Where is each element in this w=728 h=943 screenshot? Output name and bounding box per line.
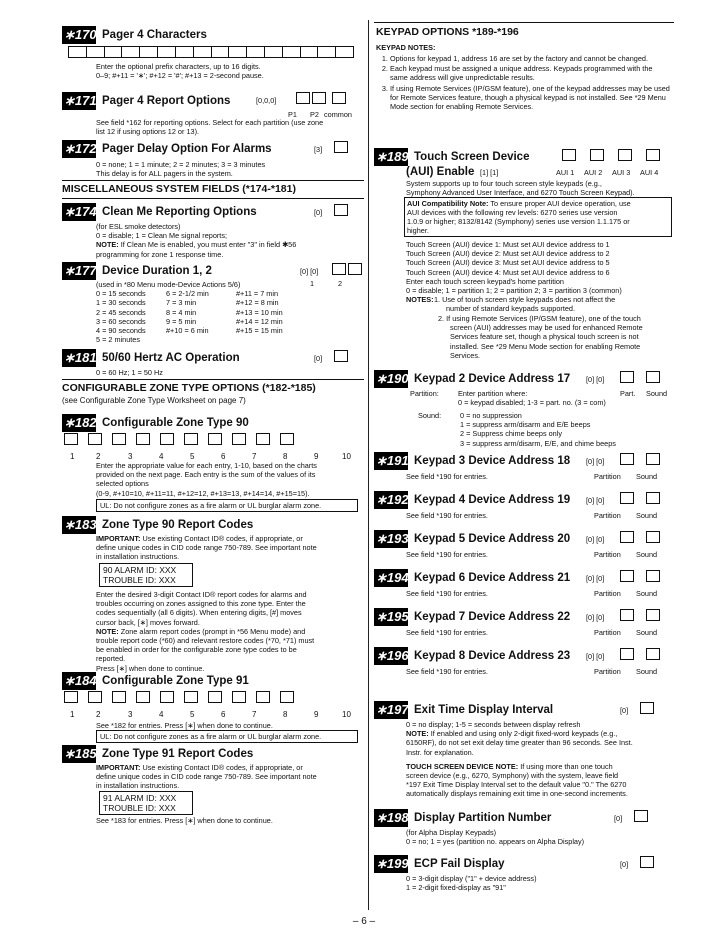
field-184-boxes[interactable] — [62, 691, 294, 703]
sound-caption: Sound — [636, 550, 658, 559]
entry-box[interactable] — [562, 149, 576, 161]
field-177-body: (used in *80 Menu mode-Device Actions 5/6) 0 = 15 seconds 6 = 2-1/2 min #+11 = 7 min 1 = 30 seconds 7 = 3 min #+12 = 8 min 2 = 45 seconds 8 = 4 min #+13 = 10 min 3 = 60 seconds 9 = 5 min #+14 = 12 min 4 = 90 seconds #+10 = 6 min #+15 = 15 min 5 = 2 minutes — [96, 280, 364, 344]
entry-box[interactable] — [620, 453, 634, 465]
field-tag-191: ∗191 — [376, 453, 409, 468]
field-198-default: [0] — [614, 814, 623, 823]
field-190-boxes[interactable] — [618, 371, 660, 383]
field-title-181: 50/60 Hertz AC Operation — [102, 352, 240, 364]
entry-box[interactable] — [620, 609, 634, 621]
entry-number: 10 — [342, 710, 351, 719]
field-182-body: Enter the appropriate value for each entry, 1-10, based on the charts provided on the next page. Each entry is the sum of the values of its selected options (0-9, #+10=10, #+11=11, #+12=12, #+13=13, #+14=14, #+15=15). — [96, 461, 317, 498]
field-194-boxes[interactable] — [618, 570, 660, 582]
field-title-184: Configurable Zone Type 91 — [102, 675, 249, 687]
entry-box[interactable] — [640, 856, 654, 868]
entry-box[interactable] — [620, 371, 634, 383]
entry-box[interactable] — [64, 433, 78, 445]
field-194-default: [0] [0] — [586, 574, 605, 583]
entry-number: 4 — [159, 452, 164, 461]
entry-box[interactable] — [280, 691, 294, 703]
entry-box[interactable] — [184, 433, 198, 445]
entry-number: 4 — [159, 710, 164, 719]
duration-table: 0 = 15 seconds 6 = 2-1/2 min #+11 = 7 min 1 = 30 seconds 7 = 3 min #+12 = 8 min 2 = 45 seconds 8 = 4 min #+13 = 10 min 3 = 60 seconds 9 = 5 min #+14 = 12 min 4 = 90 seconds #+10 = 6 min #+15 = 15 min 5 = 2 minutes — [96, 289, 283, 345]
entry-box[interactable] — [112, 433, 126, 445]
entry-box[interactable] — [348, 263, 362, 275]
field-tag-184: ∗184 — [64, 673, 97, 688]
entry-box[interactable] — [332, 92, 346, 104]
left-column — [62, 22, 364, 912]
field-tag-189: ∗189 — [376, 149, 409, 164]
field-172-default: [3] — [314, 145, 323, 154]
entry-number: 2 — [96, 452, 101, 461]
sound-column-label: Sound — [646, 389, 668, 398]
entry-number: 6 — [221, 452, 226, 461]
entry-number: 10 — [342, 452, 351, 461]
prefix-entry-strip[interactable] — [68, 46, 354, 58]
entry-number: 5 — [190, 710, 195, 719]
sound-label: Sound: — [418, 411, 442, 420]
entry-box[interactable] — [334, 350, 348, 362]
field-title-192: Keypad 4 Device Address 19 — [414, 494, 571, 506]
column-divider — [368, 20, 369, 910]
field-title-172: Pager Delay Option For Alarms — [102, 143, 272, 155]
sound-options: 0 = no suppression 1 = suppress arm/disarm and E/E beeps 2 = Suppress chime beeps only 3 = suppress arm/disarm, E/E, and chime beeps — [460, 411, 616, 448]
czt-section-header: CONFIGURABLE ZONE TYPE OPTIONS (*182-*185) — [62, 382, 316, 394]
partition-label: Partition: — [410, 389, 439, 398]
field-185-important: IMPORTANT: Use existing Contact ID® codes, if appropriate, or define unique codes in CID code range 750-789. See important note in installation instructions. — [96, 763, 317, 791]
field-title-193: Keypad 5 Device Address 20 — [414, 533, 571, 545]
field-tag-199: ∗199 — [376, 856, 409, 871]
field-tag-196: ∗196 — [376, 648, 409, 663]
entry-box[interactable] — [208, 433, 222, 445]
entry-box[interactable] — [332, 263, 346, 275]
entry-number: 2 — [96, 710, 101, 719]
field-title-171: Pager 4 Report Options — [102, 95, 231, 107]
entry-box[interactable] — [64, 691, 78, 703]
entry-number: 6 — [221, 710, 226, 719]
field-title-190: Keypad 2 Device Address 17 — [414, 373, 571, 385]
sound-caption: Sound — [636, 472, 658, 481]
field-196-default: [0] [0] — [586, 652, 605, 661]
field-tag-172: ∗172 — [64, 141, 97, 156]
see-field-190: See field *190 for entries. — [406, 589, 488, 598]
device-1-label: 1 — [310, 279, 315, 288]
ul-note-184: UL: Do not configure zones as a fire alarm or UL burglar alarm zone. — [96, 730, 358, 743]
field-189-note2: 2. If using Remote Services (IP/GSM feature), one of the touch screen (AUI) addresses may be used for enhanced Remote Services feature set, though a physical touch screen is not installed. See *29 Menu Mode section for enabling Remote Services. — [438, 314, 643, 360]
entry-box[interactable] — [88, 433, 102, 445]
sound-caption: Sound — [636, 667, 658, 676]
field-197-body: 0 = no display; 1-5 = seconds between display refresh NOTE: If enabled and using only 2-digit fixed-word keypads (e.g., 6150RF), do not set exit delay time greater than 96 seconds. See Inst. Instr. for explanation. TOUCH SCREEN DEVICE NOTE: If using more than one touch screen device (e.g., 6270, Symphony) with the system, leave field *197 Exit Time Display Interval set to the default value "0." The 6270 automatically displays remaining exit time in one-second increments. — [406, 720, 633, 799]
field-title-194: Keypad 6 Device Address 21 — [414, 572, 571, 584]
field-title-185: Zone Type 91 Report Codes — [102, 748, 254, 760]
field-title-199: ECP Fail Display — [414, 858, 505, 870]
aui-label-1: AUI 1 — [556, 168, 575, 177]
field-189-body: System supports up to four touch screen style keypads (e.g., Symphony Advanced User Interface, and 6270 Touch Screen Keypad). — [406, 179, 635, 198]
entry-box[interactable] — [640, 702, 654, 714]
aui-compat-note: AUI Compatibility Note: To ensure proper AUI device operation, use AUI devices with the following rev levels: 6270 series use version 1.0.9 or higher; 8132/8142 (Symphony) series use version 1.1.175 or higher. — [404, 197, 672, 237]
field-189-default: [1] [1] — [480, 168, 499, 177]
field-192-boxes[interactable] — [618, 492, 660, 504]
part-column-label: Part. — [620, 389, 636, 398]
field-title-196: Keypad 8 Device Address 23 — [414, 650, 571, 662]
entry-box[interactable] — [256, 691, 270, 703]
field-171-body: See field *162 for reporting options. Select for each partition (use zone list 12 if using options 12 or 13). — [96, 118, 324, 137]
czt-subheader: (see Configurable Zone Type Worksheet on page 7) — [62, 396, 246, 405]
field-197-boxes[interactable] — [638, 702, 654, 714]
field-198-body: (for Alpha Display Keypads) 0 = no; 1 = yes (partition no. appears on Alpha Display) — [406, 828, 585, 847]
see-field-190: See field *190 for entries. — [406, 511, 488, 520]
field-193-boxes[interactable] — [618, 531, 660, 543]
field-tag-197: ∗197 — [376, 702, 409, 717]
field-title-189: Touch Screen Device — [414, 151, 530, 163]
entry-box[interactable] — [136, 433, 150, 445]
label-p2: P2 — [310, 110, 319, 119]
field-190-default: [0] [0] — [586, 375, 605, 384]
divider — [374, 22, 674, 23]
sound-caption: Sound — [636, 628, 658, 637]
partition-caption: Partition — [594, 589, 621, 598]
entry-number: 1 — [70, 452, 75, 461]
entry-box[interactable] — [646, 570, 660, 582]
field-title-182: Configurable Zone Type 90 — [102, 417, 249, 429]
entry-box[interactable] — [208, 691, 222, 703]
field-title-177: Device Duration 1, 2 — [102, 265, 212, 277]
entry-number: 8 — [283, 710, 288, 719]
divider — [62, 198, 364, 199]
field-177-boxes[interactable] — [330, 263, 362, 275]
entry-number: 7 — [252, 452, 257, 461]
entry-box[interactable] — [136, 691, 150, 703]
field-174-default: [0] — [314, 208, 323, 217]
entry-box[interactable] — [646, 453, 660, 465]
entry-number: 9 — [314, 710, 319, 719]
field-171-default: [0,0,0] — [256, 96, 277, 105]
divider — [62, 180, 364, 181]
partition-caption: Partition — [594, 550, 621, 559]
entry-box[interactable] — [160, 691, 174, 703]
field-tag-195: ∗195 — [376, 609, 409, 624]
device-2-label: 2 — [338, 279, 343, 288]
field-174-boxes[interactable] — [332, 204, 348, 216]
entry-box[interactable] — [296, 92, 310, 104]
field-181-default: [0] — [314, 354, 323, 363]
entry-box[interactable] — [232, 433, 246, 445]
field-title-195: Keypad 7 Device Address 22 — [414, 611, 571, 623]
field-199-default: [0] — [620, 860, 629, 869]
notes-label-189: NOTES: — [406, 295, 434, 304]
entry-box[interactable] — [646, 492, 660, 504]
partition-caption: Partition — [594, 511, 621, 520]
entry-box[interactable] — [646, 531, 660, 543]
entry-box[interactable] — [334, 204, 348, 216]
partition-text-2: 0 = keypad disabled; 1-3 = part. no. (3 = com) — [458, 398, 606, 407]
sound-caption: Sound — [636, 511, 658, 520]
entry-box[interactable] — [646, 371, 660, 383]
field-198-boxes[interactable] — [632, 810, 648, 822]
field-189-devices: Touch Screen (AUI) device 1: Must set AUI device address to 1 Touch Screen (AUI) device 2: Must set AUI device address to 2 Touch Screen (AUI) device 3: Must set AUI device address to 5 Touch Screen (AUI) device 4: Must set AUI device address to 6 Enter each touch screen keypad's home partition 0 = disable; 1 = partition 1; 2 = partition 2; 3 = partition 3 (common) — [406, 240, 622, 296]
field-171-boxes[interactable] — [294, 92, 346, 104]
field-196-boxes[interactable] — [618, 648, 660, 660]
field-title-198: Display Partition Number — [414, 812, 552, 824]
entry-box[interactable] — [590, 149, 604, 161]
alarm-trouble-codes-90[interactable]: 90 ALARM ID: XXX TROUBLE ID: XXX — [99, 563, 193, 587]
label-common: common — [324, 110, 352, 119]
field-172-body: 0 = none; 1 = 1 minute; 2 = 2 minutes; 3 = 3 minutes This delay is for ALL pagers in the system. — [96, 160, 266, 179]
entry-box[interactable] — [634, 810, 648, 822]
field-181-body: 0 = 60 Hz; 1 = 50 Hz — [96, 368, 163, 377]
field-title-189-line2: (AUI) Enable — [406, 166, 475, 178]
field-174-body: (for ESL smoke detectors) 0 = disable; 1 = Clean Me signal reports; NOTE: If Clean Me is enabled, you must enter "3" in field ✱56 programming for zone 1 response time. — [96, 222, 297, 259]
field-181-boxes[interactable] — [332, 350, 348, 362]
entry-box[interactable] — [232, 691, 246, 703]
entry-number: 1 — [70, 710, 75, 719]
field-195-boxes[interactable] — [618, 609, 660, 621]
entry-box[interactable] — [280, 433, 294, 445]
field-191-boxes[interactable] — [618, 453, 660, 465]
keypad-notes: 1. Options for keypad 1, address 16 are set by the factory and cannot be changed. 2. Each keypad must be assigned a unique address. Keypads programmed with the same address will give unpredictable results. 3. If using Remote Services (IP/GSM feature), one of the keypad addresses may be used for Remote Services feature, though a physical keypad is not installed. See *29 Menu Mode section for enabling Remote Services. — [376, 54, 672, 112]
field-182-boxes[interactable] — [62, 433, 294, 445]
keypad-section-header: KEYPAD OPTIONS *189-*196 — [376, 26, 519, 38]
partition-caption: Partition — [594, 472, 621, 481]
field-195-default: [0] [0] — [586, 613, 605, 622]
entry-box[interactable] — [620, 648, 634, 660]
entry-box[interactable] — [646, 648, 660, 660]
right-column — [374, 22, 674, 912]
field-193-default: [0] [0] — [586, 535, 605, 544]
field-tag-198: ∗198 — [376, 810, 409, 825]
alarm-trouble-codes-91[interactable]: 91 ALARM ID: XXX TROUBLE ID: XXX — [99, 791, 193, 815]
field-tag-194: ∗194 — [376, 570, 409, 585]
field-185-body: See *183 for entries. Press [∗] when done to continue. — [96, 816, 273, 825]
partition-caption: Partition — [594, 628, 621, 637]
field-183-important: IMPORTANT: Use existing Contact ID® codes, if appropriate, or define unique codes in CID code range 750-789. See important note in installation instructions. — [96, 534, 317, 562]
entry-box[interactable] — [618, 149, 632, 161]
field-title-197: Exit Time Display Interval — [414, 704, 554, 716]
field-tag-192: ∗192 — [376, 492, 409, 507]
divider — [62, 379, 364, 380]
field-tag-181: ∗181 — [64, 350, 97, 365]
entry-number: 3 — [128, 710, 133, 719]
page-number: – 6 – — [352, 916, 376, 927]
entry-box[interactable] — [646, 149, 660, 161]
field-tag-182: ∗182 — [64, 415, 97, 430]
aui-label-2: AUI 2 — [584, 168, 603, 177]
entry-box[interactable] — [184, 691, 198, 703]
entry-box[interactable] — [256, 433, 270, 445]
field-tag-185: ∗185 — [64, 746, 97, 761]
entry-box[interactable] — [112, 691, 126, 703]
field-title-174: Clean Me Reporting Options — [102, 206, 257, 218]
see-field-190: See field *190 for entries. — [406, 550, 488, 559]
field-177-default: [0] [0] — [300, 267, 319, 276]
entry-box[interactable] — [620, 531, 634, 543]
field-199-boxes[interactable] — [638, 856, 654, 868]
entry-number: 8 — [283, 452, 288, 461]
entry-box[interactable] — [312, 92, 326, 104]
see-field-190: See field *190 for entries. — [406, 472, 488, 481]
field-172-boxes[interactable] — [332, 141, 348, 153]
entry-box[interactable] — [620, 492, 634, 504]
field-197-default: [0] — [620, 706, 629, 715]
field-title-183: Zone Type 90 Report Codes — [102, 519, 254, 531]
field-tag-183: ∗183 — [64, 517, 97, 532]
entry-box[interactable] — [646, 609, 660, 621]
entry-number: 3 — [128, 452, 133, 461]
field-183-body: Enter the desired 3-digit Contact ID® report codes for alarms and troubles occurring on zones assigned to this zone type. Enter the codes sequentially (all 6 digits). When entering digits, [#] moves cursor back, [∗] moves forward. NOTE: Zone alarm report codes (prompt in *56 Menu mode) and trouble report code (*60) and relevant restore codes (*70, *71) must be enabled in order for the configurable zone type codes to be reported. Press [∗] when done to continue. — [96, 590, 315, 673]
field-tag-171: ∗171 — [64, 93, 97, 108]
field-tag-177: ∗177 — [64, 263, 97, 278]
field-title-170: Pager 4 Characters — [102, 29, 207, 41]
entry-box[interactable] — [88, 691, 102, 703]
field-189-notes: 1. Use of touch screen style keypads does not affect the number of standard keypads supported. — [434, 295, 616, 314]
partition-caption: Partition — [594, 667, 621, 676]
partition-text: Enter partition where: — [458, 389, 528, 398]
field-tag-174: ∗174 — [64, 204, 97, 219]
keypad-notes-label: KEYPAD NOTES: — [376, 43, 436, 52]
entry-number: 5 — [190, 452, 195, 461]
entry-number: 7 — [252, 710, 257, 719]
see-field-190: See field *190 for entries. — [406, 628, 488, 637]
entry-box[interactable] — [620, 570, 634, 582]
ul-note-182: UL: Do not configure zones as a fire alarm or UL burglar alarm zone. — [96, 499, 358, 512]
entry-number: 9 — [314, 452, 319, 461]
field-199-body: 0 = 3-digit display ("1" + device address) 1 = 2-digit fixed-display as "91" — [406, 874, 537, 893]
field-189-aui-boxes[interactable] — [558, 149, 660, 161]
misc-section-header: MISCELLANEOUS SYSTEM FIELDS (*174-*181) — [62, 183, 296, 195]
label-p1: P1 — [288, 110, 297, 119]
field-tag-190: ∗190 — [376, 371, 409, 386]
field-tag-170: ∗170 — [64, 27, 97, 42]
aui-label-3: AUI 3 — [612, 168, 631, 177]
field-tag-193: ∗193 — [376, 531, 409, 546]
field-191-default: [0] [0] — [586, 457, 605, 466]
field-title-191: Keypad 3 Device Address 18 — [414, 455, 571, 467]
entry-box[interactable] — [334, 141, 348, 153]
sound-caption: Sound — [636, 589, 658, 598]
field-170-body: Enter the optional prefix characters, up to 16 digits. 0–9; #+11 = '∗'; #+12 = '#'; #+13 = 2-second pause. — [96, 62, 264, 81]
see-field-190: See field *190 for entries. — [406, 667, 488, 676]
entry-box[interactable] — [160, 433, 174, 445]
field-184-body: See *182 for entries. Press [∗] when done to continue. — [96, 721, 273, 730]
field-192-default: [0] [0] — [586, 496, 605, 505]
aui-label-4: AUI 4 — [640, 168, 659, 177]
